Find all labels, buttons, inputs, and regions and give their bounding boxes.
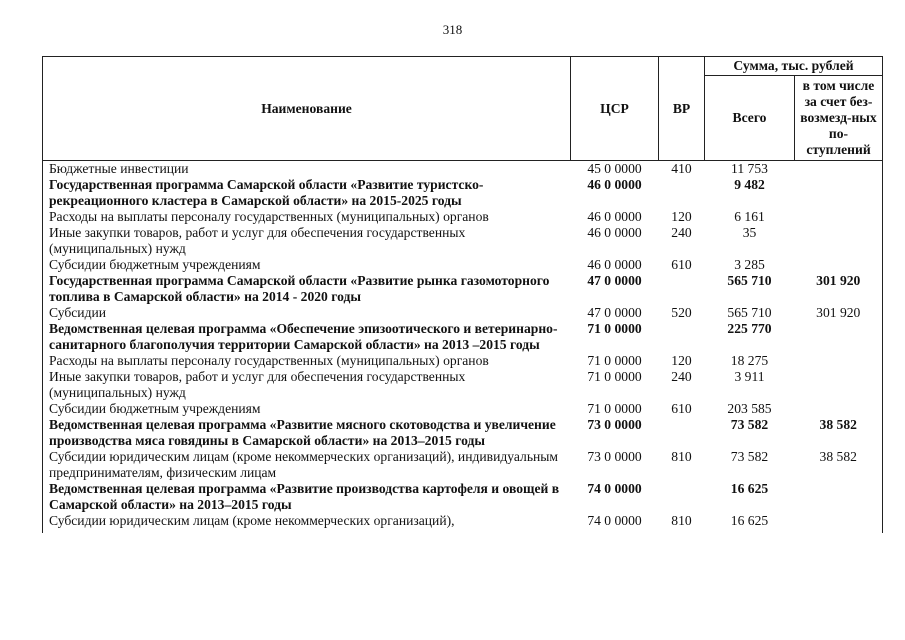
row-free xyxy=(795,513,883,533)
row-name: Бюджетные инвестиции xyxy=(43,161,571,178)
row-vr: 240 xyxy=(671,369,692,384)
row-vr: 810 xyxy=(671,513,692,528)
row-vr xyxy=(659,273,705,305)
column-header-vr: ВР xyxy=(659,57,705,161)
row-total: 9 482 xyxy=(734,177,765,192)
row-csr: 46 0 0000 xyxy=(587,257,642,272)
row-name: Государственная программа Самарской области «Развитие рынка газомоторного топлива в Самарской области» на 2014 - 2020 годы xyxy=(43,273,571,305)
row-total: 18 275 xyxy=(730,353,769,368)
table-row xyxy=(43,321,883,353)
row-csr: 46 0 0000 xyxy=(587,177,642,192)
row-total: 6 161 xyxy=(734,209,765,224)
table-row xyxy=(43,209,883,225)
row-total: 73 582 xyxy=(730,417,769,432)
row-csr: 45 0 0000 xyxy=(587,161,642,176)
row-vr: 520 xyxy=(671,305,692,320)
row-csr: 46 0 0000 xyxy=(587,225,642,240)
row-csr: 71 0 0000 xyxy=(587,401,642,416)
row-free xyxy=(795,353,883,369)
row-name: Иные закупки товаров, работ и услуг для обеспечения государственных (муниципальных) нужд xyxy=(43,369,571,401)
row-free xyxy=(795,401,883,417)
row-vr: 410 xyxy=(671,161,692,176)
row-total: 3 285 xyxy=(734,257,765,272)
row-csr: 47 0 0000 xyxy=(587,305,642,320)
row-total: 35 xyxy=(742,225,757,240)
table-row xyxy=(43,449,883,481)
row-total: 203 585 xyxy=(727,401,772,416)
row-vr xyxy=(659,177,705,209)
row-name: Субсидии xyxy=(43,305,571,321)
row-name: Государственная программа Самарской области «Развитие туристско-рекреационного кластера в Самарской области» на 2015-2025 годы xyxy=(43,177,571,209)
row-csr: 46 0 0000 xyxy=(587,209,642,224)
column-header-free: в том числе за счет без-возмезд-ных по-ступлений xyxy=(795,76,883,161)
row-name: Ведомственная целевая программа «Обеспечение эпизоотического и ветеринарно-санитарного благополучия территории Самарской области» на 2013 –2015 годы xyxy=(43,321,571,353)
table-row xyxy=(43,417,883,449)
row-free xyxy=(795,257,883,273)
table-row xyxy=(43,401,883,417)
row-total: 565 710 xyxy=(727,273,772,288)
table-row xyxy=(43,481,883,513)
row-vr xyxy=(659,481,705,513)
row-free xyxy=(795,481,883,513)
row-vr: 120 xyxy=(671,209,692,224)
row-name: Иные закупки товаров, работ и услуг для обеспечения государственных (муниципальных) нужд xyxy=(43,225,571,257)
row-free xyxy=(795,177,883,209)
row-vr xyxy=(659,321,705,353)
row-name: Расходы на выплаты персоналу государственных (муниципальных) органов xyxy=(43,353,571,369)
row-total: 11 753 xyxy=(731,161,768,176)
row-name: Субсидии юридическим лицам (кроме некоммерческих организаций), xyxy=(43,513,571,533)
row-vr: 810 xyxy=(671,449,692,464)
row-free xyxy=(795,209,883,225)
column-header-csr: ЦСР xyxy=(571,57,659,161)
table-row xyxy=(43,353,883,369)
row-name: Расходы на выплаты персоналу государственных (муниципальных) органов xyxy=(43,209,571,225)
table-row xyxy=(43,225,883,257)
row-csr: 73 0 0000 xyxy=(587,417,642,432)
row-total: 16 625 xyxy=(730,513,769,528)
row-free xyxy=(795,369,883,401)
row-csr: 47 0 0000 xyxy=(587,273,642,288)
table-row xyxy=(43,513,883,533)
row-free: 38 582 xyxy=(795,417,883,449)
row-free: 38 582 xyxy=(795,449,883,481)
table-body xyxy=(43,161,883,534)
row-free xyxy=(795,321,883,353)
row-vr: 610 xyxy=(671,257,692,272)
row-total: 3 911 xyxy=(734,369,765,384)
row-free xyxy=(795,161,883,178)
row-csr: 71 0 0000 xyxy=(587,353,642,368)
row-name: Ведомственная целевая программа «Развитие производства картофеля и овощей в Самарской области» на 2013–2015 годы xyxy=(43,481,571,513)
row-vr xyxy=(659,417,705,449)
table-row xyxy=(43,369,883,401)
table-row xyxy=(43,305,883,321)
row-name: Субсидии юридическим лицам (кроме некоммерческих организаций), индивидуальным предпринимателям, физическим лицам xyxy=(43,449,571,481)
column-header-sum: Сумма, тыс. рублей xyxy=(705,57,883,76)
budget-table xyxy=(42,56,883,533)
row-free: 301 920 xyxy=(795,305,883,321)
row-csr: 71 0 0000 xyxy=(587,369,642,384)
row-free: 301 920 xyxy=(795,273,883,305)
header-row xyxy=(43,57,883,76)
row-csr: 73 0 0000 xyxy=(587,449,642,464)
row-total: 16 625 xyxy=(730,481,769,496)
row-vr: 610 xyxy=(671,401,692,416)
table-row xyxy=(43,257,883,273)
table-row xyxy=(43,177,883,209)
column-header-total: Всего xyxy=(705,76,795,161)
row-name: Ведомственная целевая программа «Развитие мясного скотоводства и увеличение производства мяса говядины в Самарской области» на 2013–2015 годы xyxy=(43,417,571,449)
row-csr: 74 0 0000 xyxy=(587,481,642,496)
table-row xyxy=(43,273,883,305)
row-csr: 74 0 0000 xyxy=(587,513,642,528)
row-vr: 240 xyxy=(671,225,692,240)
row-csr: 71 0 0000 xyxy=(587,321,642,336)
row-total: 565 710 xyxy=(727,305,772,320)
table-row xyxy=(43,161,883,178)
column-header-name: Наименование xyxy=(43,57,571,161)
row-name: Субсидии бюджетным учреждениям xyxy=(43,257,571,273)
row-vr: 120 xyxy=(671,353,692,368)
page-number: 318 xyxy=(442,22,463,37)
row-total: 73 582 xyxy=(730,449,769,464)
row-name: Субсидии бюджетным учреждениям xyxy=(43,401,571,417)
row-total: 225 770 xyxy=(727,321,772,336)
row-free xyxy=(795,225,883,257)
